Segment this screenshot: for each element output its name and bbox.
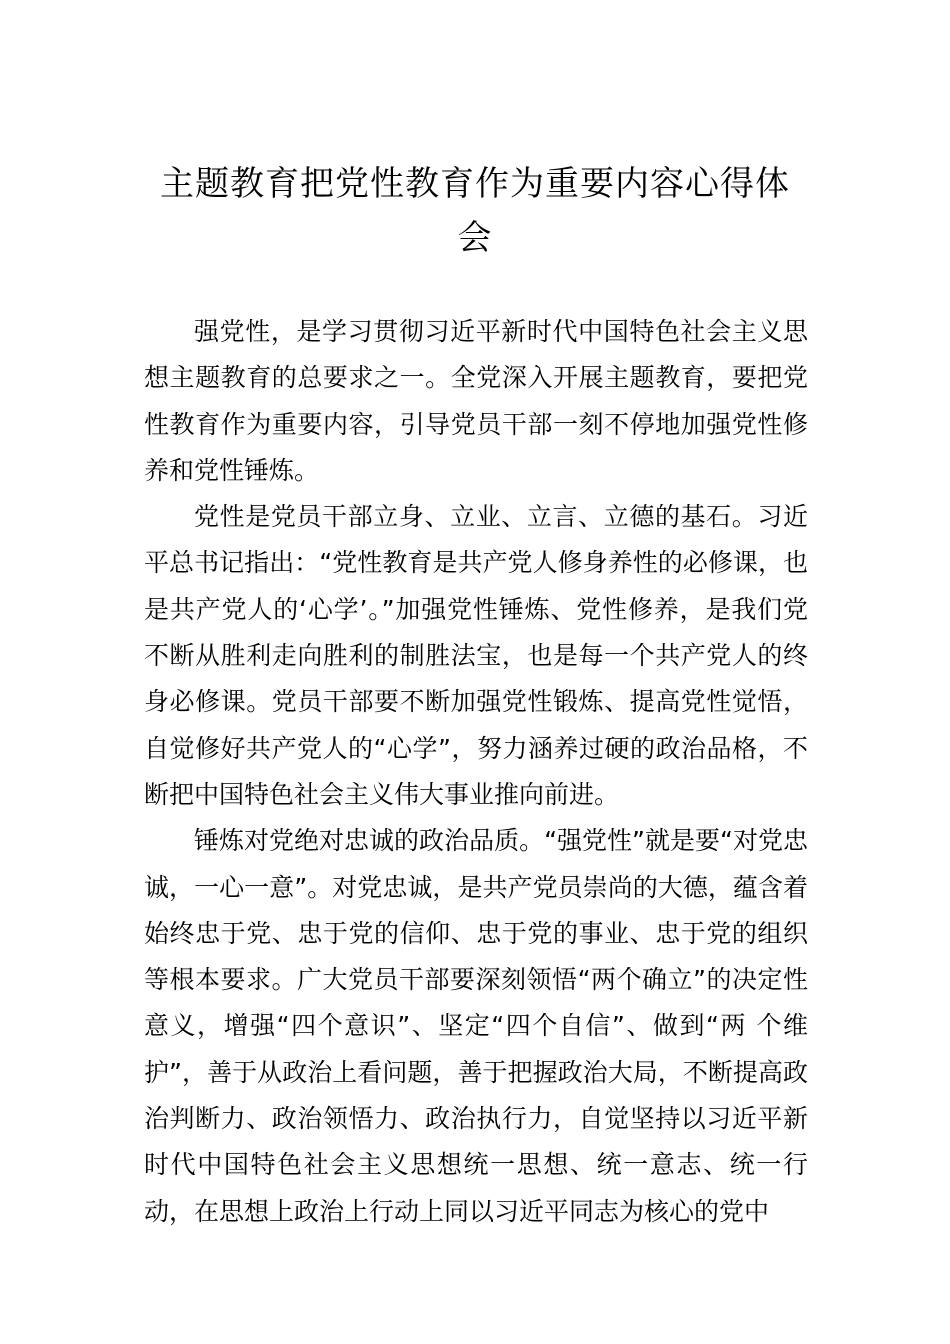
document-title: 主题教育把党性教育作为重要内容心得体会 — [160, 164, 790, 258]
paragraph: 锤炼对党绝对忠诚的政治品质。“强党性”就是要“对党忠诚，一心一意”。对党忠诚，是共产党员崇尚的大德，蕴含着始终忠于党、忠于党的信仰、忠于党的事业、忠于党的组织等根本要求。广大党员干部要深刻领悟“两个确立”的决定性意义，增强“四个意识”、坚定“四个自信”、做到“两 个维护”，善于从政治上看问题，善于把握政治大局，不断提高政治判断力、政治领悟力、政治执行力，自觉坚持以习近平新时代中国特色社会主义思想统一思想、统一意志、统一行动，在思想上政治上行动上同以习近平同志为核心的党中 — [144, 826, 808, 1226]
paragraph: 党性是党员干部立身、立业、立言、立德的基石。习近平总书记指出：“党性教育是共产党人修身养性的必修课，也是共产党人的‘心学’。”加强党性锤炼、党性修养，是我们党不断从胜利走向胜利的制胜法宝，也是每一个共产党人的终身必修课。党员干部要不断加强党性锻炼、提高党性觉悟， 自觉修好共产党人的“心学”，努力涵养过硬的政治品格，不断把中国特色社会主义伟大事业推向前进。 — [144, 502, 808, 809]
document-body — [144, 309, 808, 1235]
paragraph: 强党性，是学习贯彻习近平新时代中国特色社会主义思想主题教育的总要求之一。全党深入开展主题教育，要把党性教育作为重要内容，引导党员干部一刻不停地加强党性修养和党性锤炼。 — [144, 317, 808, 485]
